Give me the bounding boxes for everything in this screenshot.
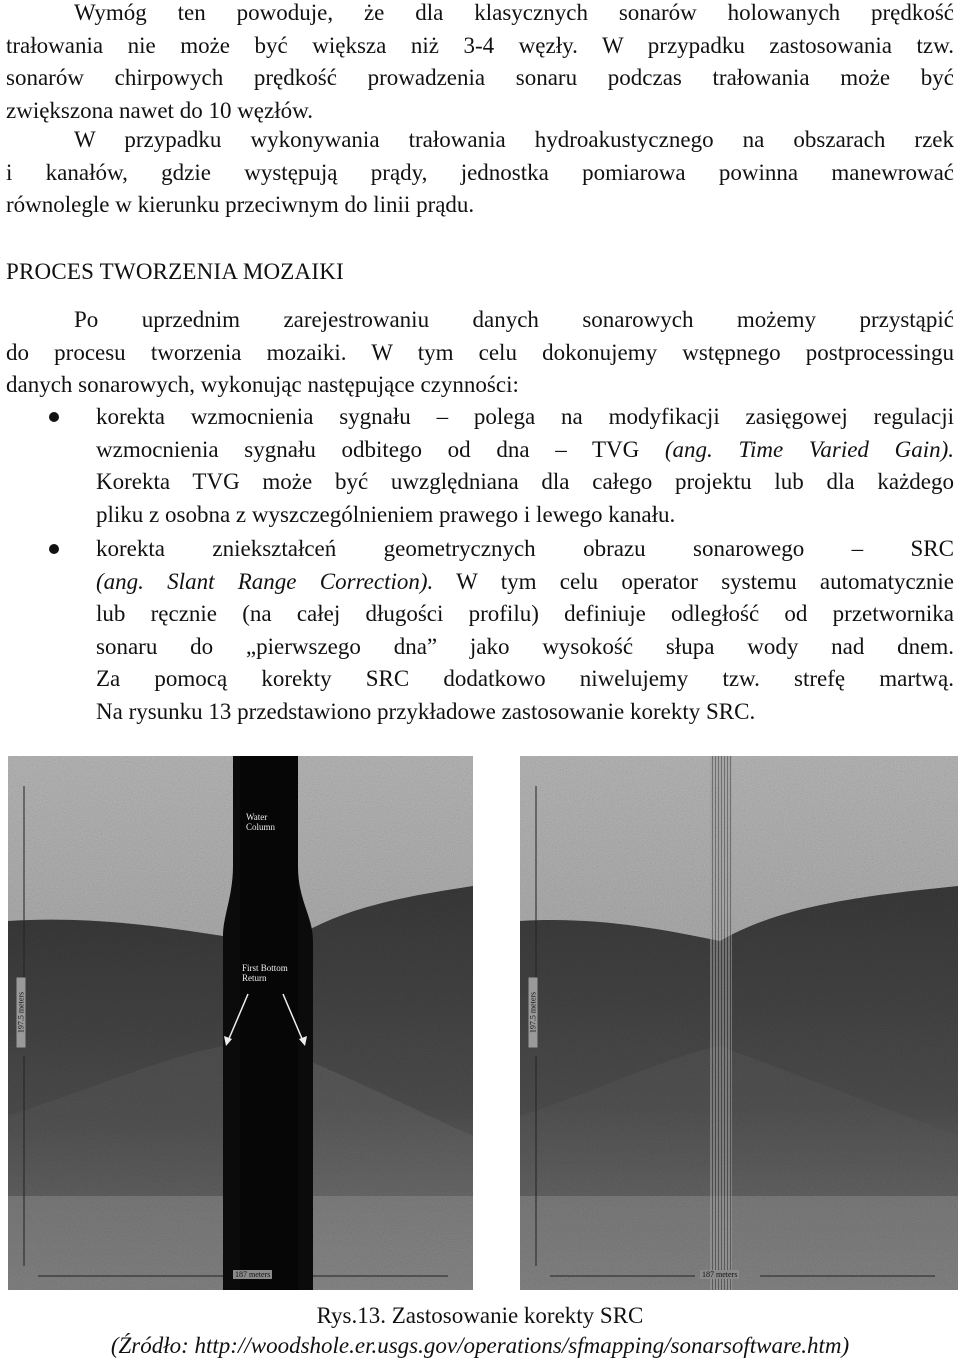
sonar-image-left-graphic <box>8 756 473 1290</box>
text-line: korekta zniekształceń geometrycznych obrazu sonarowego – SRC <box>96 536 954 561</box>
sonar-image-after-src <box>520 756 958 1290</box>
bullet-text <box>96 533 954 728</box>
paragraph-1 <box>6 0 954 127</box>
text-line: i kanałów, gdzie występują prądy, jednostka pomiarowa powinna manewrować <box>6 159 954 185</box>
text-line: zwiększona nawet do 10 węzłów. <box>6 97 313 123</box>
text-line: Korekta TVG może być uwzględniana dla całego projektu lub dla każdego <box>96 469 954 494</box>
text-line: Po uprzednim zarejestrowaniu danych sonarowych możemy przystąpić <box>74 307 954 332</box>
horizontal-scale-label-left: 187 meters <box>235 1270 271 1279</box>
text-line: Na rysunku 13 przedstawiono przykładowe zastosowanie korekty SRC. <box>96 698 756 724</box>
text-line: Wymóg ten powoduje, że dla klasycznych sonarów holowanych prędkość <box>74 0 954 25</box>
text-span: wzmocnienia sygnału odbitego od dna – TVG <box>96 436 665 462</box>
text-span: W tym celu operator systemu automatycznie <box>433 568 954 594</box>
section-heading: PROCES TWORZENIA MOZAIKI <box>6 259 344 284</box>
text-line <box>96 434 954 467</box>
italic-text: (ang. Slant Range Correction). <box>96 568 434 594</box>
horizontal-scale-label-right: 187 meters <box>702 1270 738 1279</box>
label-first-bottom: First Bottom <box>242 963 288 973</box>
paragraph-2 <box>6 124 954 222</box>
text-line: do procesu tworzenia mozaiki. W tym celu dokonujemy wstępnego postprocessingu <box>6 339 954 365</box>
text-line: trałowania nie może być większa niż 3-4 węzły. W przypadku zastosowania tzw. <box>6 32 954 58</box>
text-line: korekta wzmocnienia sygnału – polega na modyfikacji zasięgowej regulacji <box>96 404 954 429</box>
vertical-scale-label-right: 197.5 meters <box>529 978 538 1048</box>
text-line: W przypadku wykonywania trałowania hydroakustycznego na obszarach rzek <box>74 127 954 152</box>
bullet-icon <box>49 412 59 422</box>
vertical-scale-label-left: 197.5 meters <box>17 978 26 1048</box>
text-line: danych sonarowych, wykonując następujące czynności: <box>6 372 519 397</box>
text-line: lub ręcznie (na całej długości profilu) definiuje odległość od przetwornika <box>96 601 954 626</box>
text-line: sonarów chirpowych prędkość prowadzenia sonaru podczas trałowania może być <box>6 65 954 90</box>
figure-source: (Źródło: http://woodshole.er.usgs.gov/operations/sfmapping/sonarsoftware.htm) <box>110 1333 850 1358</box>
text-line: sonaru do „pierwszego dna” jako wysokość słupa wody nad dnem. <box>96 633 954 659</box>
bullet-icon <box>49 544 59 554</box>
italic-text: (ang. Time Varied Gain). <box>664 436 954 462</box>
annotation-first-bottom-return <box>242 963 288 983</box>
text-line <box>96 566 954 599</box>
figure-caption: Rys.13. Zastosowanie korekty SRC <box>316 1303 644 1328</box>
annotation-water-column <box>246 812 275 832</box>
text-line: Za pomocą korekty SRC dodatkowo niwelujemy tzw. strefę martwą. <box>96 666 954 691</box>
label-water: Water <box>246 812 268 822</box>
text-line: równolegle w kierunku przeciwnym do linii prądu. <box>6 192 475 217</box>
text-line: pliku z osobna z wyszczególnieniem prawego i lewego kanału. <box>96 501 676 527</box>
bullet-text <box>96 401 954 531</box>
sonar-image-right-graphic <box>520 756 958 1290</box>
paragraph-3 <box>6 304 954 402</box>
figure-src-comparison <box>0 756 960 1296</box>
sonar-image-before-src <box>8 756 473 1290</box>
label-return: Return <box>242 973 267 983</box>
label-column: Column <box>246 822 276 832</box>
